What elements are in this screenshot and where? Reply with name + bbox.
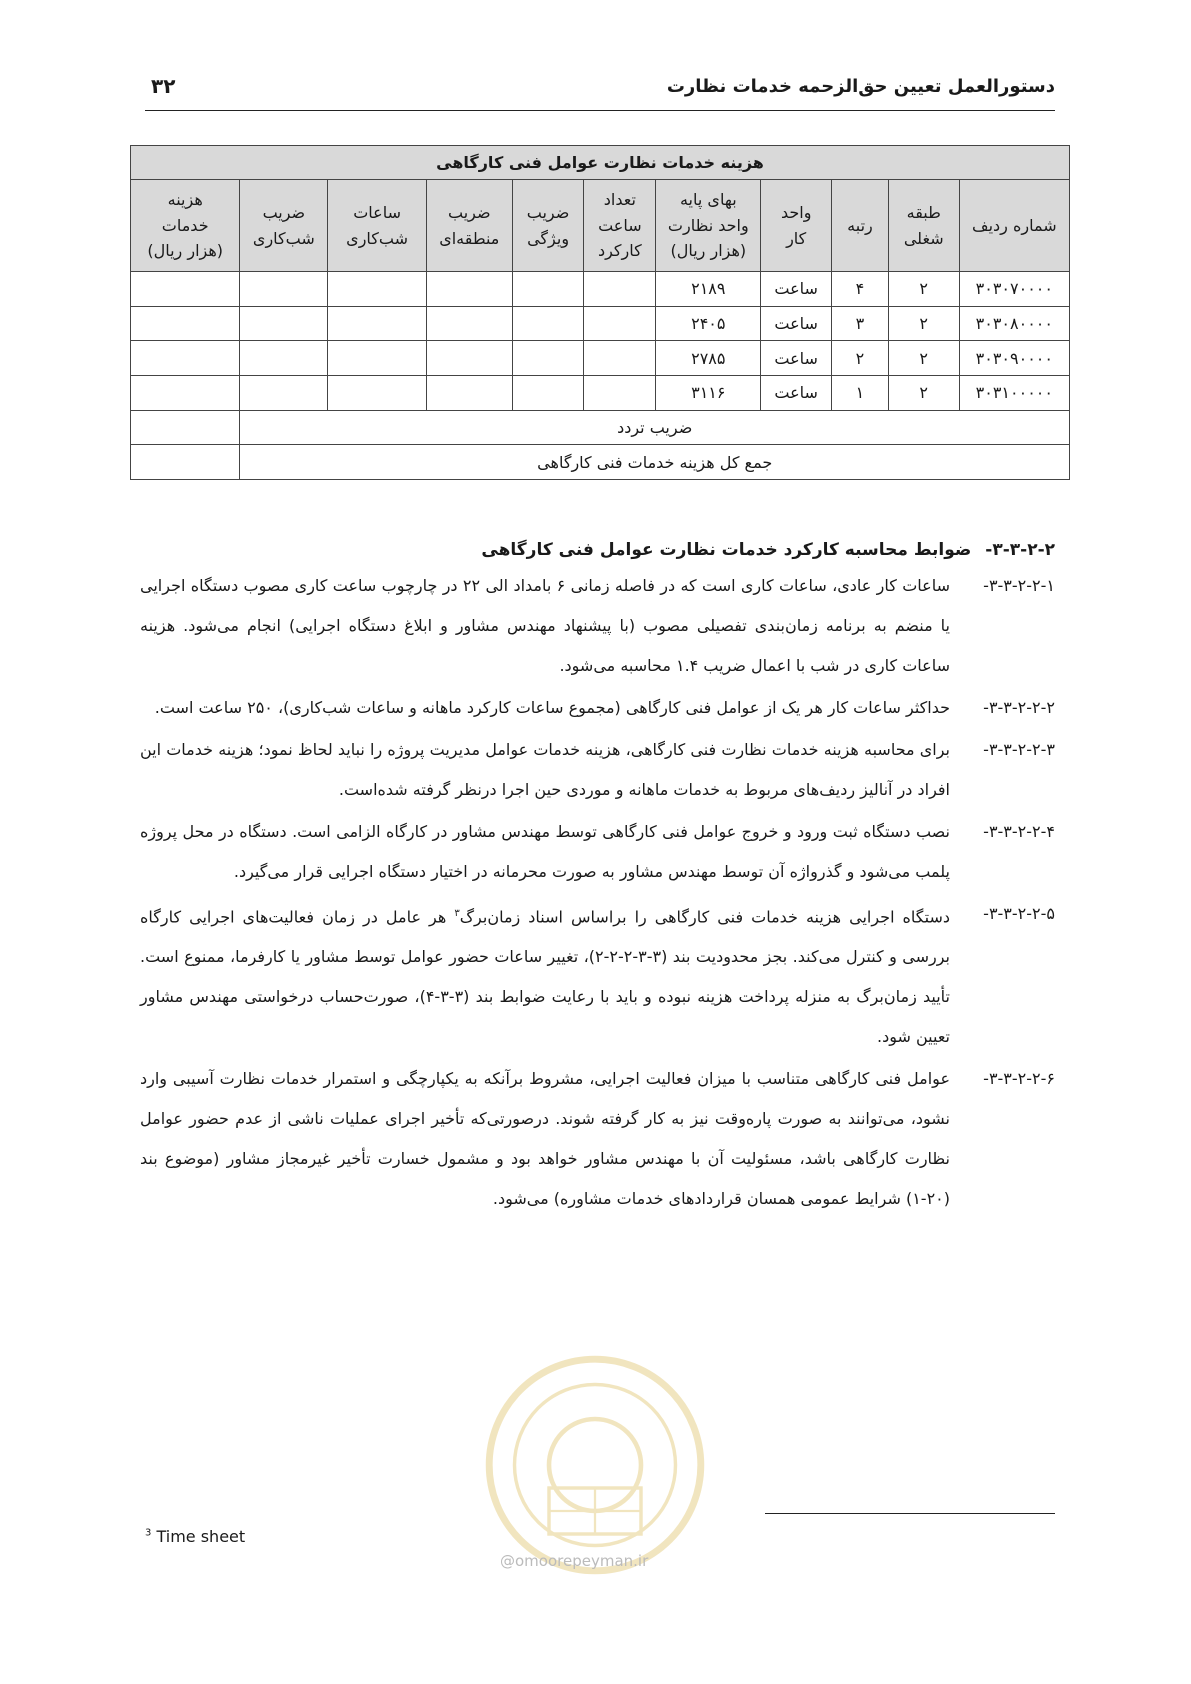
column-header: ضریب ویژگی bbox=[512, 180, 584, 272]
column-header: طبقه شغلی bbox=[888, 180, 959, 272]
column-header: شماره ردیف bbox=[959, 180, 1069, 272]
table-cell bbox=[240, 375, 328, 410]
column-header: ساعات شب‌کاری bbox=[328, 180, 427, 272]
rule-text-part: دستگاه اجرایی هزینه خدمات فنی کارگاهی را براساس اسناد زمان‌برگ bbox=[459, 907, 950, 927]
table-cell bbox=[584, 272, 656, 307]
table-cell: ۳۰۳۱۰۰۰۰۰ bbox=[959, 375, 1069, 410]
table-cell bbox=[240, 306, 328, 341]
table-cell: ۳۰۳۰۸۰۰۰۰ bbox=[959, 306, 1069, 341]
calculation-rules-section bbox=[140, 540, 1055, 1221]
column-header: ضریب شب‌کاری bbox=[240, 180, 328, 272]
rule-number: ۳-۳-۲-۲-۱- bbox=[983, 576, 1055, 595]
table-caption: هزینه خدمات نظارت عوامل فنی کارگاهی bbox=[131, 146, 1070, 180]
rule-text: حداکثر ساعات کار هر یک از عوامل فنی کارگاهی (مجموع ساعات کارکرد ماهانه و ساعات شب‌کاری)، ۲۵۰ ساعت است. bbox=[154, 698, 950, 717]
watermark-seal-icon bbox=[480, 1350, 710, 1580]
table-cell: ۲ bbox=[888, 375, 959, 410]
table-cell bbox=[328, 272, 427, 307]
table-row bbox=[131, 375, 1070, 410]
table-cell bbox=[328, 375, 427, 410]
rule-item bbox=[140, 688, 1055, 728]
column-header: واحد کار bbox=[761, 180, 832, 272]
rule-text: عوامل فنی کارگاهی متناسب با میزان فعالیت اجرایی، مشروط برآنکه به یکپارچگی و استمرار خدمات نظارت آسیبی وارد نشود، می‌توانند به صورت پاره‌وقت نیز به کار گرفته شوند. درصورتی‌که تأخیر اجرای عملیات ناشی از عدم حضور عوامل نظارت کارگاهی باشد، مسئولیت آن با مهندس مشاور خواهد بود و مشمول خسارت تأخیر غیرمجاز مشاور (موضوع بند (۲۰-۱) شرایط عمومی همسان قراردادهای خدمات مشاوره) می‌شود. bbox=[140, 1069, 950, 1209]
page-number: ۳۲ bbox=[151, 74, 176, 98]
table-row bbox=[131, 306, 1070, 341]
summary-value bbox=[131, 445, 240, 480]
table-cell: ۲۷۸۵ bbox=[656, 341, 761, 376]
column-header: رتبه bbox=[832, 180, 889, 272]
table-cell bbox=[131, 272, 240, 307]
rule-item bbox=[140, 894, 1055, 1057]
table-cell: ۳ bbox=[832, 306, 889, 341]
rule-text bbox=[140, 894, 950, 1057]
table-cell: ساعت bbox=[761, 272, 832, 307]
rule-number: ۳-۳-۲-۲-۵- bbox=[983, 904, 1055, 923]
table-cell bbox=[131, 306, 240, 341]
rule-number: ۳-۳-۲-۲-۶- bbox=[983, 1069, 1055, 1089]
rule-item bbox=[140, 812, 1055, 892]
table-cell bbox=[584, 341, 656, 376]
table-cell: ۱ bbox=[832, 375, 889, 410]
summary-label: جمع کل هزینه خدمات فنی کارگاهی bbox=[240, 445, 1070, 480]
rule-item bbox=[140, 1059, 1055, 1219]
table-cell: ۳۰۳۰۹۰۰۰۰ bbox=[959, 341, 1069, 376]
footnote-text: Time sheet bbox=[156, 1527, 246, 1546]
section-title: ضوابط محاسبه کارکرد خدمات نظارت عوامل فنی کارگاهی bbox=[481, 540, 972, 560]
summary-row bbox=[131, 445, 1070, 480]
summary-row bbox=[131, 410, 1070, 445]
summary-value bbox=[131, 410, 240, 445]
page-header bbox=[145, 70, 1055, 111]
rule-number: ۳-۳-۲-۲-۲- bbox=[983, 698, 1055, 717]
table-cell: ساعت bbox=[761, 341, 832, 376]
table-cell bbox=[512, 272, 584, 307]
table-cell bbox=[328, 306, 427, 341]
document-title: دستورالعمل تعیین حق‌الزحمه خدمات نظارت bbox=[666, 76, 1055, 97]
table-cell bbox=[131, 341, 240, 376]
rule-number: ۳-۳-۲-۲-۴- bbox=[983, 822, 1055, 841]
table-row bbox=[131, 341, 1070, 376]
table-cell: ۳۰۳۰۷۰۰۰۰ bbox=[959, 272, 1069, 307]
table-cell bbox=[240, 341, 328, 376]
rule-item bbox=[140, 566, 1055, 686]
rule-text: برای محاسبه هزینه خدمات نظارت فنی کارگاهی، هزینه خدمات عوامل مدیریت پروژه را نباید لحاظ نمود؛ هزینه خدمات این افراد در آنالیز ردیف‌های مربوط به خدمات ماهانه و موردی حین اجرا درنظر گرفته شده‌است. bbox=[140, 740, 950, 799]
watermark-site: @omoorepeyman.ir bbox=[500, 1552, 649, 1570]
table-cell bbox=[426, 306, 512, 341]
table-cell bbox=[512, 341, 584, 376]
table-cell: ۳۱۱۶ bbox=[656, 375, 761, 410]
table-cell bbox=[584, 306, 656, 341]
rule-text-part: هر عامل در زمان فعالیت‌های اجرایی کارگاه بررسی و کنترل می‌کند. بجز محدودیت بند (۳-۳-۲-۲-۲)، تغییر ساعات حضور عوامل توسط مشاور یا کارفرما، ممنوع است. تأیید زمان‌برگ به منزله پرداخت هزینه نبوده و باید با رعایت ضوابط بند (۳-۳-۴)، صورت‌حساب درخواستی مهندس مشاور تعیین شود. bbox=[140, 907, 950, 1047]
section-number: ۳-۳-۲-۲- bbox=[985, 540, 1055, 560]
table-cell bbox=[584, 375, 656, 410]
rule-text: ساعات کار عادی، ساعات کاری است که در فاصله زمانی ۶ بامداد الی ۲۲ در چارچوب ساعت کاری مصوب دستگاه اجرایی یا منضم به برنامه زمان‌بندی تفصیلی مصوب (با پیشنهاد مهندس مشاور و ابلاغ دستگاه اجرایی) انجام می‌شود. هزینه ساعات کاری در شب با اعمال ضریب ۱.۴ محاسبه می‌شود. bbox=[140, 576, 951, 675]
table-cell bbox=[512, 306, 584, 341]
table-cell: ۲ bbox=[888, 306, 959, 341]
supervision-cost-table bbox=[130, 145, 1070, 480]
column-header: هزینه خدمات (هزار ریال) bbox=[131, 180, 240, 272]
table-cell: ۲ bbox=[888, 341, 959, 376]
table-cell bbox=[426, 272, 512, 307]
table-cell bbox=[328, 341, 427, 376]
footnote bbox=[145, 1527, 245, 1546]
footnote-separator bbox=[765, 1513, 1055, 1514]
rule-text: نصب دستگاه ثبت ورود و خروج عوامل فنی کارگاهی توسط مهندس مشاور در کارگاه الزامی است. دستگاه در محل پروژه پلمب می‌شود و گذرواژه آن توسط مهندس مشاور به صورت محرمانه در اختیار دستگاه اجرایی قرار می‌گیرد. bbox=[140, 822, 950, 881]
table-cell bbox=[512, 375, 584, 410]
column-header: تعداد ساعت کارکرد bbox=[584, 180, 656, 272]
footnote-reference: ۳ bbox=[454, 908, 460, 919]
footnote-marker: 3 bbox=[145, 1527, 152, 1539]
table-cell: ۲ bbox=[832, 341, 889, 376]
rule-number: ۳-۳-۲-۲-۳- bbox=[983, 740, 1055, 759]
column-header: بهای پایه واحد نظارت (هزار ریال) bbox=[656, 180, 761, 272]
table-cell bbox=[426, 341, 512, 376]
column-header: ضریب منطقه‌ای bbox=[426, 180, 512, 272]
table-cell: ۲۴۰۵ bbox=[656, 306, 761, 341]
table-cell: ساعت bbox=[761, 375, 832, 410]
rule-item bbox=[140, 730, 1055, 810]
table-row bbox=[131, 272, 1070, 307]
table-cell bbox=[131, 375, 240, 410]
table-cell: ۴ bbox=[832, 272, 889, 307]
section-heading bbox=[140, 540, 1055, 560]
summary-label: ضریب تردد bbox=[240, 410, 1070, 445]
table-cell: ۲ bbox=[888, 272, 959, 307]
table-cell bbox=[426, 375, 512, 410]
table-cell: ساعت bbox=[761, 306, 832, 341]
table-cell: ۲۱۸۹ bbox=[656, 272, 761, 307]
table-cell bbox=[240, 272, 328, 307]
